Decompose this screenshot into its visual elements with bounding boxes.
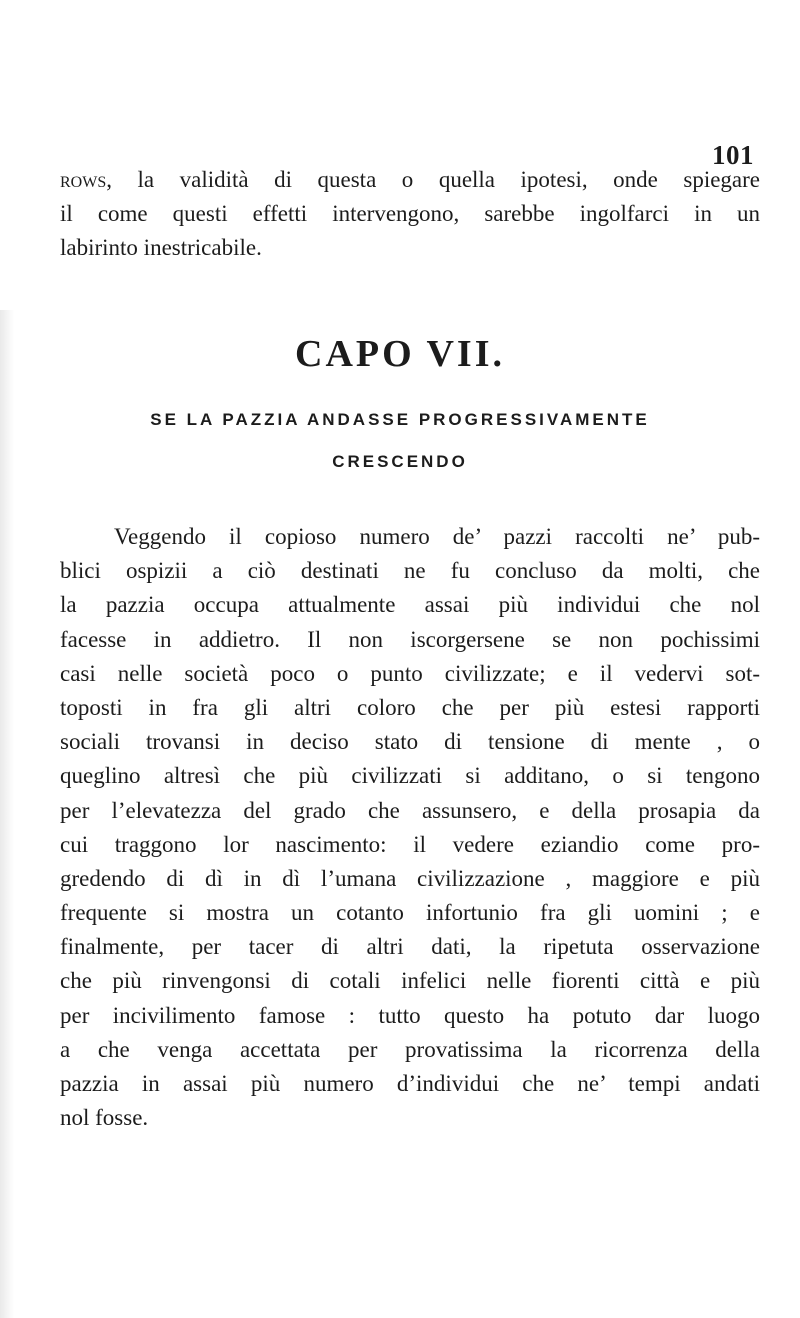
intro-line-rest: , la validità di questa o quella ipotesi, onde spiegare bbox=[106, 167, 760, 192]
intro-line: il come questi effetti intervengono, sarebbe ingolfarci in un bbox=[60, 201, 760, 227]
body-line: la pazzia occupa attualmente assai più individui che nol bbox=[60, 592, 760, 618]
body-line: pazzia in assai più numero d’individui che ne’ tempi andati bbox=[60, 1071, 760, 1096]
body-line: Veggendo il copioso numero de’ pazzi raccolti ne’ pub- bbox=[114, 524, 760, 549]
intro-paragraph bbox=[60, 163, 760, 266]
page-number: 101 bbox=[712, 140, 754, 170]
body-line: queglino altresì che più civilizzati si additano, o si tengono bbox=[60, 763, 760, 789]
body-line: sociali trovansi in deciso stato di tensione di mente , o bbox=[60, 729, 760, 755]
body-line: gredendo di dì in dì l’umana civilizzazione , maggiore e più bbox=[60, 865, 760, 891]
body-line: che più rinvengonsi di cotali infelici nelle fiorenti città e più bbox=[60, 968, 760, 994]
intro-line: labirinto inestricabile. bbox=[60, 235, 262, 261]
body-line: frequente si mostra un cotanto infortunio fra gli uomini ; e bbox=[60, 900, 760, 926]
body-line: finalmente, per tacer di altri dati, la ripetuta osservazione bbox=[60, 934, 760, 960]
intro-line bbox=[60, 163, 760, 197]
body-line: facesse in addietro. Il non iscorgersene se non pochissimi bbox=[60, 626, 760, 652]
body-line: blici ospizii a ciò destinati ne fu concluso da molti, che bbox=[60, 558, 760, 584]
body-line: toposti in fra gli altri coloro che per più estesi rapporti bbox=[60, 694, 760, 720]
chapter-subtitle-line: CRESCENDO bbox=[332, 452, 468, 471]
chapter-subtitle-line: SE LA PAZZIA ANDASSE PROGRESSIVAMENTE bbox=[150, 410, 650, 429]
chapter-title: CAPO VII. bbox=[295, 333, 505, 375]
body-paragraph bbox=[60, 520, 760, 1135]
body-line: cui traggono lor nascimento: il vedere eziandio come pro- bbox=[60, 831, 760, 857]
intro-first-word: rows bbox=[60, 167, 107, 192]
body-line: nol fosse. bbox=[60, 1105, 149, 1131]
body-line: a che venga accettata per provatissima la ricorrenza della bbox=[60, 1036, 760, 1062]
body-line: casi nelle società poco o punto civilizzate; e il vedervi sot- bbox=[60, 660, 760, 686]
body-line: per incivilimento famose : tutto questo ha potuto dar luogo bbox=[60, 1002, 760, 1028]
body-line: per l’elevatezza del grado che assunsero, e della prosapia da bbox=[60, 797, 760, 823]
